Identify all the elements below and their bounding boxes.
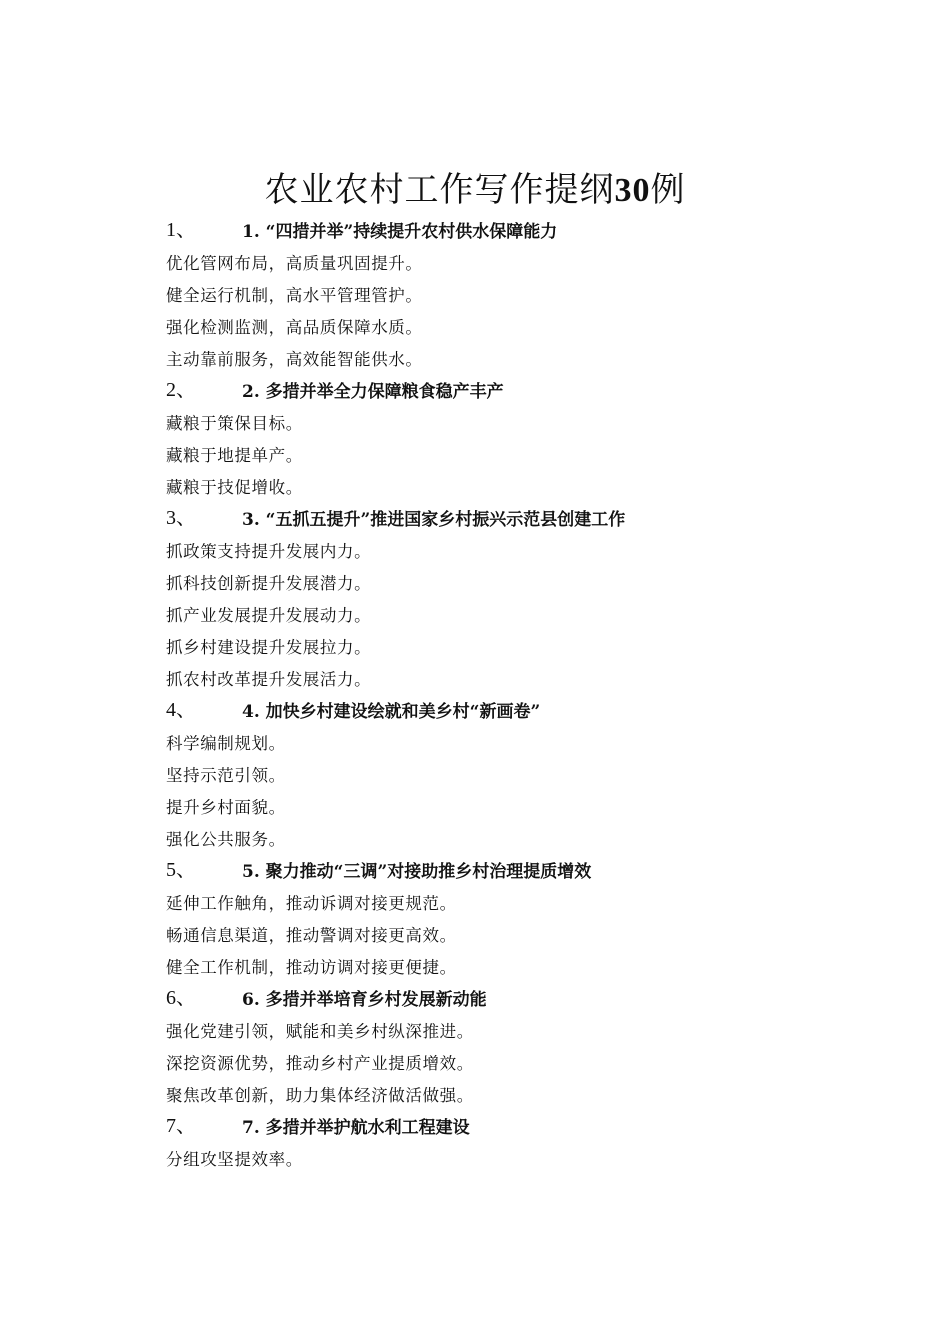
section-number: 3、 — [166, 507, 196, 529]
outline-item: 科学编制规划。 — [166, 734, 286, 753]
outline-item: 藏粮于策保目标。 — [166, 414, 303, 433]
section-title: 6. 多措并举培育乡村发展新动能 — [242, 990, 487, 1010]
outline-item: 优化管网布局，高质量巩固提升。 — [166, 254, 423, 273]
document-title — [0, 162, 950, 219]
outline-item: 主动靠前服务，高效能智能供水。 — [166, 350, 423, 369]
section-number: 1、 — [166, 219, 196, 241]
section-title: 4. 加快乡村建设绘就和美乡村“新画卷” — [242, 702, 541, 722]
section-title: 7. 多措并举护航水利工程建设 — [242, 1118, 470, 1138]
section-heading — [166, 984, 866, 1016]
section-heading — [166, 216, 866, 248]
outline-item: 畅通信息渠道，推动警调对接更高效。 — [166, 926, 457, 945]
outline-item: 抓农村改革提升发展活力。 — [166, 670, 372, 689]
outline-item: 强化检测监测，高品质保障水质。 — [166, 318, 423, 337]
outline-item: 藏粮于技促增收。 — [166, 478, 303, 497]
outline-item: 深挖资源优势，推动乡村产业提质增效。 — [166, 1054, 474, 1073]
outline-item: 坚持示范引领。 — [166, 766, 286, 785]
outline-item: 抓政策支持提升发展内力。 — [166, 542, 372, 561]
outline-item: 抓科技创新提升发展潜力。 — [166, 574, 372, 593]
section-title: 1. “四措并举”持续提升农村供水保障能力 — [242, 222, 558, 242]
outline-item: 强化党建引领，赋能和美乡村纵深推进。 — [166, 1022, 474, 1041]
outline-item: 藏粮于地提单产。 — [166, 446, 303, 465]
outline-item: 抓产业发展提升发展动力。 — [166, 606, 372, 625]
section-heading — [166, 504, 866, 536]
section-heading — [166, 856, 866, 888]
section-number: 5、 — [166, 859, 196, 881]
title-text: 农业农村工作写作提纲 — [264, 170, 615, 210]
outline-item: 延伸工作触角，推动诉调对接更规范。 — [166, 894, 457, 913]
title-suffix: 例 — [650, 170, 686, 210]
section-number: 6、 — [166, 987, 196, 1009]
outline-item: 健全工作机制，推动访调对接更便捷。 — [166, 958, 457, 977]
outline-item: 分组攻坚提效率。 — [166, 1150, 303, 1169]
section-number: 7、 — [166, 1115, 196, 1137]
section-title: 5. 聚力推动“三调”对接助推乡村治理提质增效 — [242, 862, 592, 882]
section-heading — [166, 376, 866, 408]
outline-item: 抓乡村建设提升发展拉力。 — [166, 638, 372, 657]
outline-list — [166, 216, 866, 1176]
outline-item: 聚焦改革创新，助力集体经济做活做强。 — [166, 1086, 474, 1105]
outline-item: 提升乡村面貌。 — [166, 798, 286, 817]
section-number: 2、 — [166, 379, 196, 401]
outline-item: 强化公共服务。 — [166, 830, 286, 849]
section-title: 2. 多措并举全力保障粮食稳产丰产 — [242, 382, 504, 402]
title-number: 30 — [614, 172, 651, 209]
section-heading — [166, 696, 866, 728]
section-heading — [166, 1112, 866, 1144]
outline-item: 健全运行机制，高水平管理管护。 — [166, 286, 423, 305]
section-number: 4、 — [166, 699, 196, 721]
section-title: 3. “五抓五提升”推进国家乡村振兴示范县创建工作 — [242, 510, 626, 530]
